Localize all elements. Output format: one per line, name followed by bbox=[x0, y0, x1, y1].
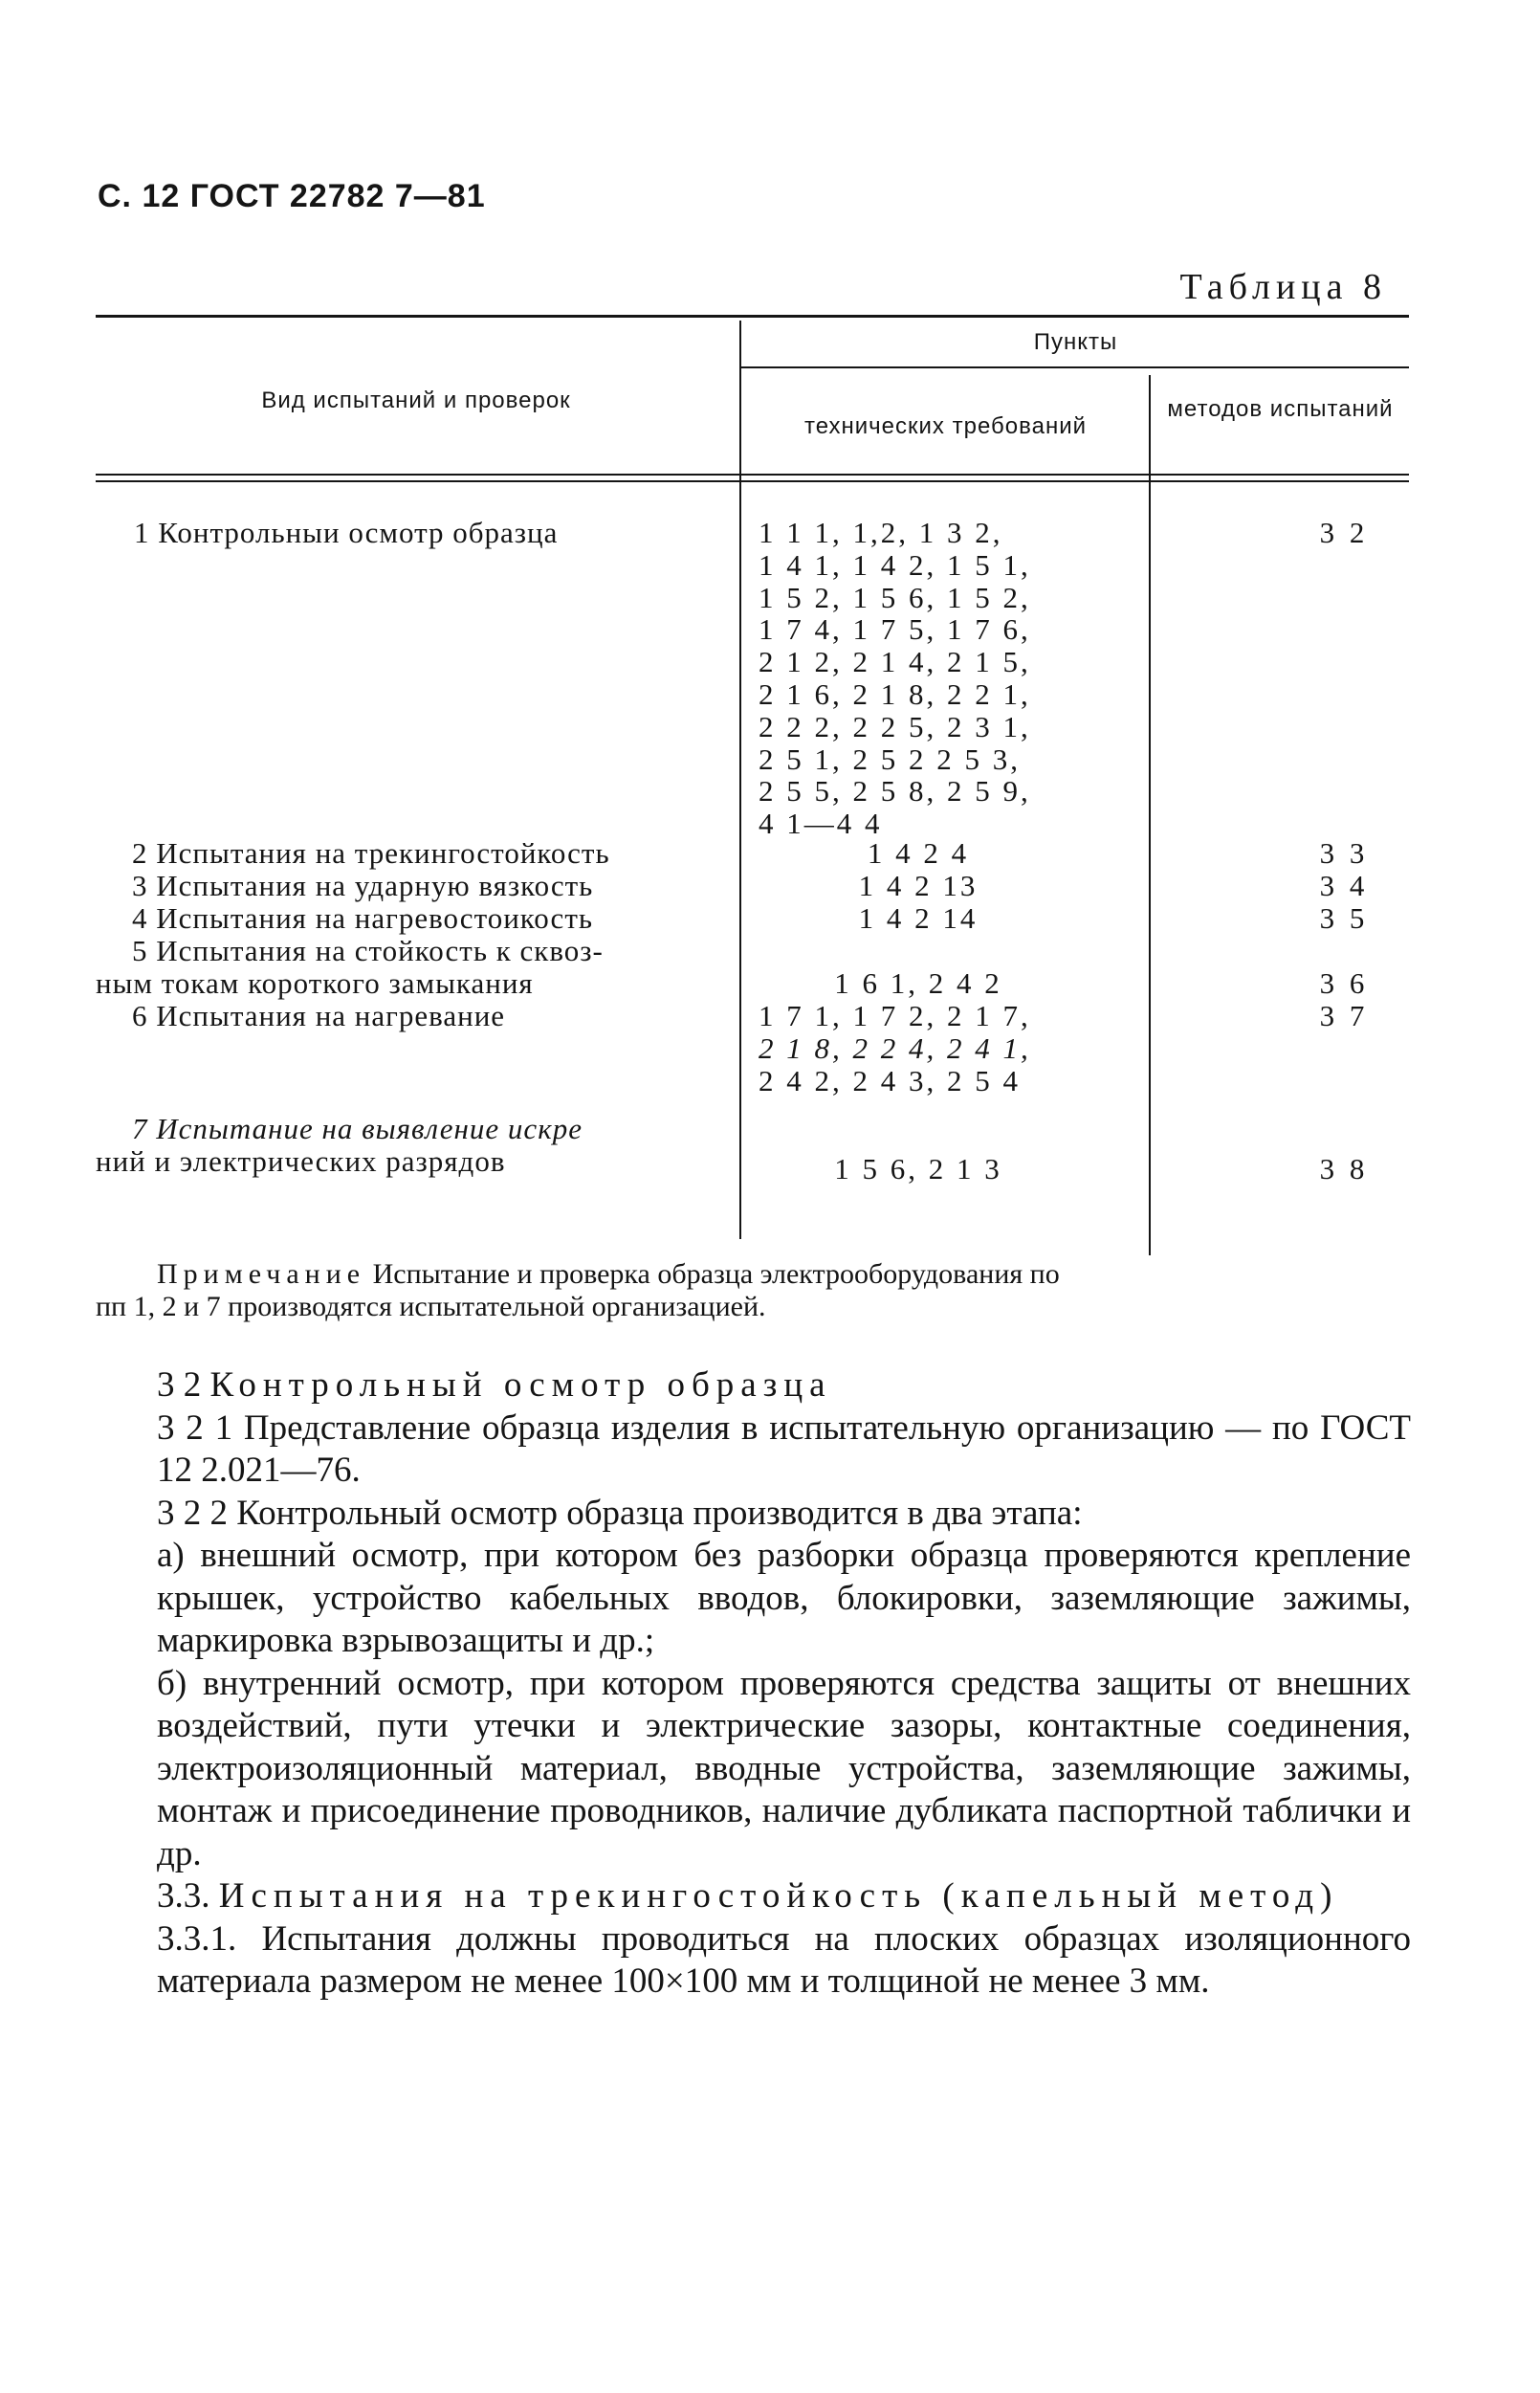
tech-ref-line: 2 5 5, 2 5 8, 2 5 9, bbox=[759, 774, 1031, 809]
table-body bbox=[96, 498, 1406, 1185]
method-ref: 3 7 bbox=[1319, 999, 1369, 1032]
table-row bbox=[96, 902, 1406, 935]
section-title: Испытания на трекингостойкость (капельный метод) bbox=[218, 1876, 1339, 1916]
table-row bbox=[96, 870, 1406, 902]
method-ref: 3 5 bbox=[1319, 901, 1369, 935]
tech-ref-line: 1 4 2 13 bbox=[858, 869, 979, 902]
paragraph: 3 2 1 Представление образца изделия в испытательную организацию — по ГОСТ 12 2.021—76. bbox=[157, 1407, 1411, 1490]
table-caption: Таблица 8 bbox=[1179, 267, 1387, 307]
tech-ref-line: 1 4 1, 1 4 2, 1 5 1, bbox=[759, 547, 1031, 582]
note-text-line-2: пп 1, 2 и 7 производятся испытательной организацией. bbox=[96, 1291, 766, 1322]
section-number: 3 2 bbox=[157, 1365, 210, 1405]
row-name-line: 2 Испытания на трекингостойкость bbox=[132, 836, 610, 870]
note-text: Испытание и проверка образца электрооборудования по bbox=[365, 1258, 1060, 1290]
tech-ref-line: 1 6 1, 2 4 2 bbox=[834, 966, 1002, 1000]
table-row bbox=[96, 1000, 1406, 1113]
method-ref: 3 2 bbox=[1319, 516, 1369, 549]
table-top-rule bbox=[96, 315, 1409, 318]
row-name-line: 7 Испытание на выявление искре bbox=[132, 1112, 583, 1145]
tech-ref-line: 2 1 2, 2 1 4, 2 1 5, bbox=[759, 645, 1031, 679]
paragraph: а) внешний осмотр, при котором без разборки образца проверяются крепление крышек, устройство кабельных вводов, блокировки, заземляющие зажимы, маркировка взрывозащиты и др.; bbox=[157, 1536, 1411, 1660]
paragraph: б) внутренний осмотр, при котором проверяются средства защиты от внешних воздействий, пути утечки и электрические зазоры, контактные соединения, электроизоляционный материал, вводные устройства, заземляющие зажимы, монтаж и присоединение проводников, наличие дубликата паспортной таблички и др. bbox=[157, 1663, 1411, 1873]
table-row bbox=[96, 935, 1406, 1000]
header-bottom-rule-1 bbox=[96, 474, 1409, 476]
tech-ref-line: 2 1 6, 2 1 8, 2 2 1, bbox=[759, 676, 1031, 711]
tech-ref-line: 1 7 1, 1 7 2, 2 1 7, bbox=[759, 999, 1031, 1032]
column-header-methods: методов испытаний bbox=[1167, 396, 1394, 422]
tech-ref-line: 1 5 2, 1 5 6, 1 5 2, bbox=[759, 580, 1031, 614]
tech-ref-line: 2 4 2, 2 4 3, 2 5 4 bbox=[759, 1063, 1021, 1097]
section-body bbox=[96, 1359, 1411, 2004]
row-name-line: 1 Контрольныи осмотр образца bbox=[134, 516, 559, 549]
tech-ref-line: 1 4 2 14 bbox=[858, 901, 979, 935]
method-ref: 3 8 bbox=[1319, 1152, 1369, 1185]
section-title: Контрольный осмотр образца bbox=[209, 1365, 832, 1405]
row-name-line: ний и электрических разрядов bbox=[96, 1144, 506, 1178]
table-row bbox=[96, 1112, 1406, 1185]
section-heading bbox=[96, 1364, 1411, 1407]
row-name-line: ным токам короткого замыкания bbox=[96, 966, 534, 1000]
table-row bbox=[96, 837, 1406, 870]
page-header: С. 12 ГОСТ 22782 7—81 bbox=[98, 178, 486, 214]
row-name-line: 5 Испытания на стойкость к сквоз- bbox=[132, 934, 604, 967]
tech-ref-line: 2 2 2, 2 2 5, 2 3 1, bbox=[759, 709, 1031, 743]
table-note bbox=[96, 1258, 1416, 1323]
method-ref: 3 3 bbox=[1319, 836, 1369, 870]
tech-ref-line: 2 5 1, 2 5 2 2 5 3, bbox=[759, 742, 1021, 776]
row-name-line: 6 Испытания на нагревание bbox=[132, 999, 506, 1032]
table-row bbox=[96, 517, 1406, 842]
column-header-points: Пункты bbox=[1033, 329, 1118, 355]
tech-ref-line: 1 7 4, 1 7 5, 1 7 6, bbox=[759, 612, 1031, 647]
column-header-type: Вид испытаний и проверок bbox=[261, 388, 571, 413]
column-header-tech: технических требований bbox=[803, 413, 1088, 439]
tech-ref-line: 2 1 8, 2 2 4, 2 4 1, bbox=[759, 1030, 1031, 1065]
tech-ref-line: 1 1 1, 1,2, 1 3 2, bbox=[759, 516, 1003, 549]
section-heading bbox=[96, 1875, 1411, 1918]
method-ref: 3 4 bbox=[1319, 869, 1369, 902]
section-number: 3.3. bbox=[157, 1876, 219, 1916]
paragraph: 3.3.1. Испытания должны проводиться на плоских образцах изоляционного материала размером не менее 100×100 мм и толщиной не менее 3 мм. bbox=[157, 1918, 1411, 2001]
method-ref: 3 6 bbox=[1319, 966, 1369, 1000]
tech-ref-line: 4 1—4 4 bbox=[759, 807, 883, 841]
tech-ref-line: 1 5 6, 2 1 3 bbox=[834, 1152, 1002, 1185]
row-name-line: 4 Испытания на нагревостоикость bbox=[132, 901, 593, 935]
tech-ref-line: 1 4 2 4 bbox=[867, 836, 970, 870]
row-name-line: 3 Испытания на ударную вязкость bbox=[132, 869, 594, 902]
note-label: Примечание bbox=[157, 1258, 366, 1290]
paragraph: 3 2 2 Контрольный осмотр образца производится в два этапа: bbox=[157, 1493, 1083, 1533]
header-sub-rule bbox=[739, 366, 1409, 368]
header-bottom-rule-2 bbox=[96, 480, 1409, 482]
